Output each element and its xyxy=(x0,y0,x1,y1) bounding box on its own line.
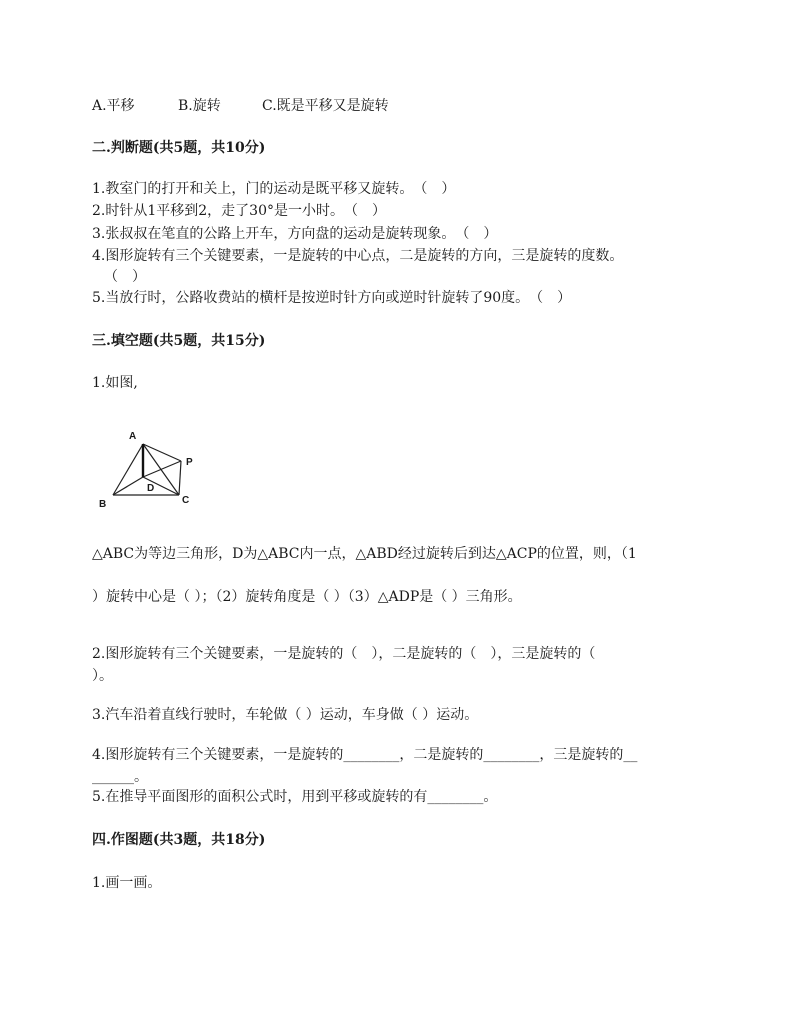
triangle-figure xyxy=(95,425,205,515)
section2-item-2: 2.时针从1平移到2，走了30°是一小时。 （ ） xyxy=(92,203,386,219)
label-a: A xyxy=(129,431,137,442)
section3-q5: 5.在推导平面图形的面积公式时，用到平移或旋转的有________。 xyxy=(92,789,498,805)
section2-heading: 二.判断题(共5题，共10分) xyxy=(92,140,266,156)
label-d: D xyxy=(147,483,155,494)
section2-item-4: 4.图形旋转有三个关键要素，一是旋转的中心点，二是旋转的方向，三是旋转的度数。 xyxy=(92,248,624,264)
section3-q2-line2: ）。 xyxy=(92,668,113,684)
section3-q4-line2: ______。 xyxy=(92,769,148,785)
section2-item-4-bracket: （ ） xyxy=(104,269,146,285)
section3-q3: 3.汽车沿着直线行驶时，车轮做（ ）运动，车身做（ ）运动。 xyxy=(92,707,479,723)
section2-item-3: 3.张叔叔在笔直的公路上开车，方向盘的运动是旋转现象。 （ ） xyxy=(92,226,498,242)
option-c: C.既是平移又是旋转 xyxy=(262,98,389,114)
section3-q4-line1: 4.图形旋转有三个关键要素，一是旋转的________，二是旋转的________，三是旋转的__ xyxy=(92,747,638,763)
edge-cp xyxy=(179,461,181,495)
label-c: C xyxy=(182,495,190,506)
section4-q1: 1.画一画。 xyxy=(92,875,162,891)
section2-item-5: 5.当放行时，公路收费站的横杆是按逆时针方向或逆时针旋转了90度。 （ ） xyxy=(92,290,572,306)
section4-heading: 四.作图题(共3题，共18分) xyxy=(92,832,266,848)
section3-q1-intro: 1.如图, xyxy=(92,375,138,391)
edge-dp xyxy=(143,461,181,477)
section2-item-1: 1.教室门的打开和关上，门的运动是既平移又旋转。 （ ） xyxy=(92,181,456,197)
label-p: P xyxy=(186,457,193,468)
edge-bd xyxy=(113,477,143,495)
label-b: B xyxy=(99,499,107,510)
edge-ab xyxy=(113,444,143,495)
section3-q1-line1: △ABC为等边三角形，D为△ABC内一点，△ABD经过旋转后到达△ACP的位置，则，（1 xyxy=(92,546,637,562)
section3-q1-line2: ）旋转中心是（ ）；（2）旋转角度是（ ）（3）△ADP是（ ）三角形。 xyxy=(92,589,522,605)
option-b: B.旋转 xyxy=(178,98,221,114)
option-a: A.平移 xyxy=(92,98,135,114)
section3-heading: 三.填空题(共5题，共15分) xyxy=(92,333,266,349)
section3-q2-line1: 2.图形旋转有三个关键要素，一是旋转的（ ），二是旋转的（ ），三是旋转的（ xyxy=(92,646,596,662)
